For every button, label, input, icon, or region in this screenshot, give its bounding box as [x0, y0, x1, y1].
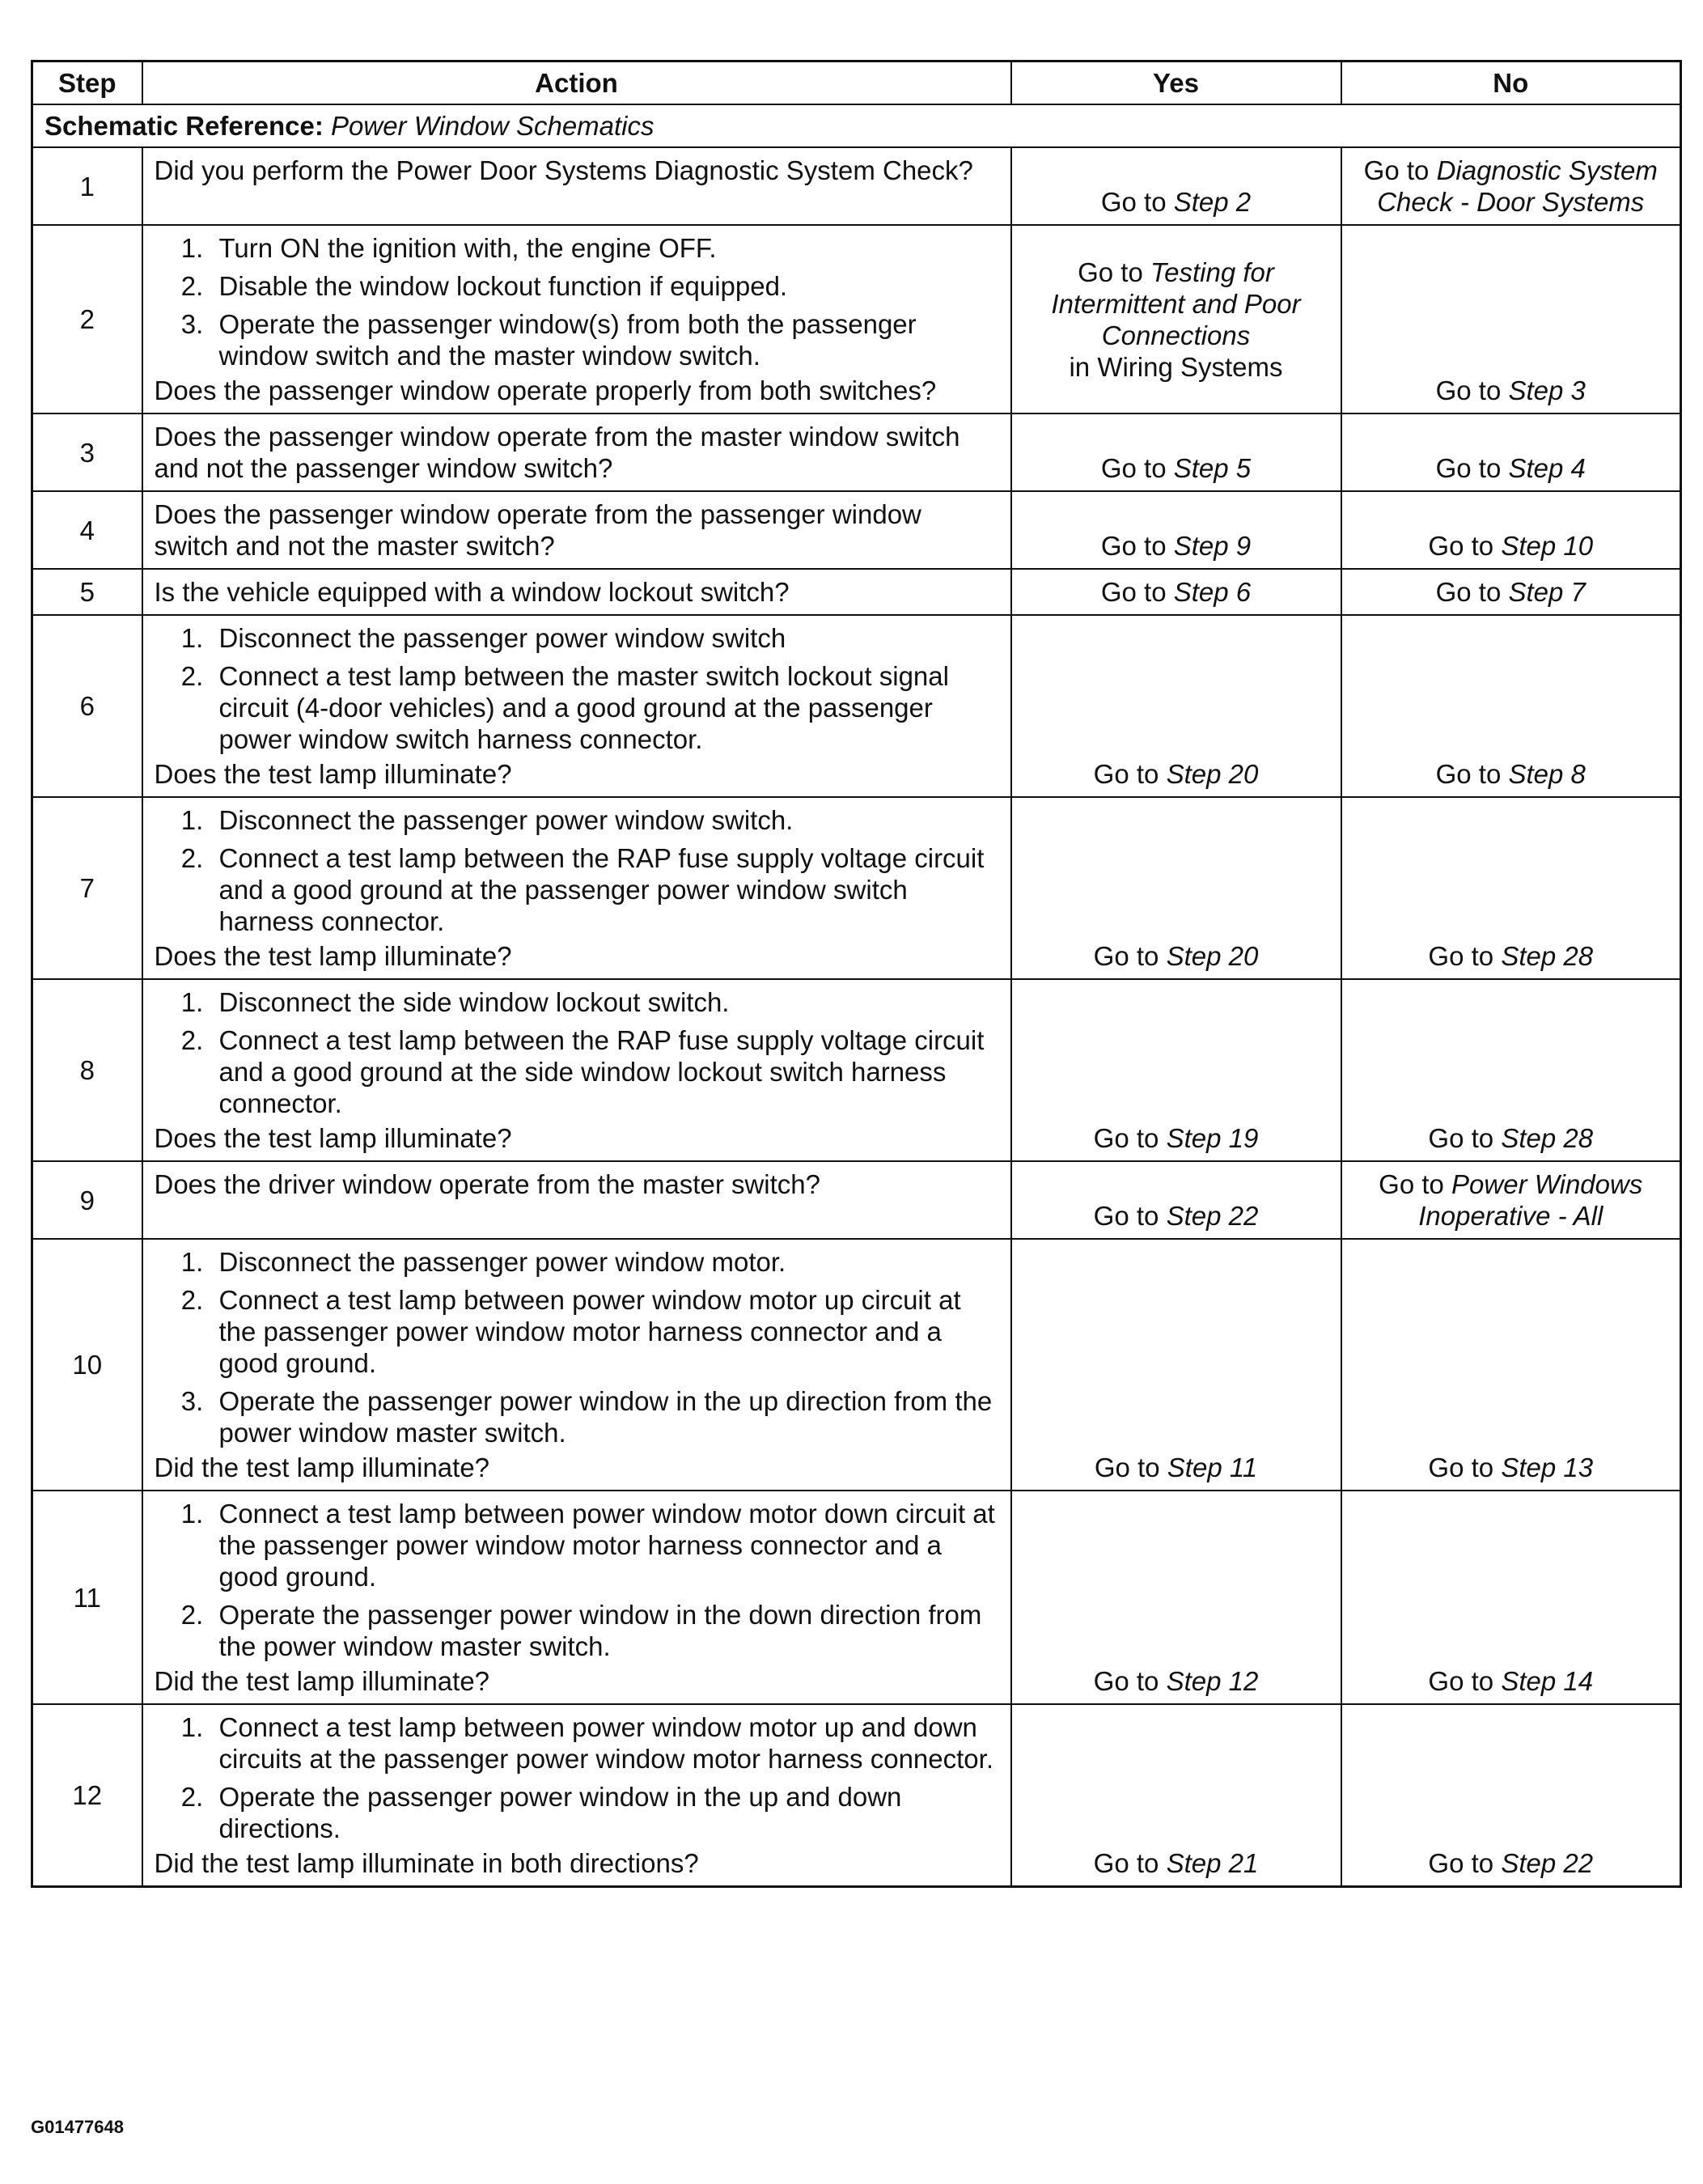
- yes-result-cell: [1011, 979, 1341, 1161]
- no-result-link[interactable]: Step 10: [1501, 531, 1594, 561]
- action-cell: [142, 615, 1011, 797]
- schematic-reference: [32, 104, 1681, 147]
- no-result-cell: [1341, 1239, 1681, 1491]
- step-number: 10: [32, 1239, 142, 1491]
- action-cell: [142, 1239, 1011, 1491]
- yes-result-cell: [1011, 1491, 1341, 1704]
- yes-result-prefix: Go to: [1093, 941, 1167, 971]
- action-step-item: 1. Disconnect the passenger power window switch: [211, 622, 999, 654]
- step-number: 3: [32, 413, 142, 491]
- step-number: 1: [32, 147, 142, 225]
- no-result-prefix: Go to: [1435, 453, 1509, 483]
- no-result-prefix: Go to: [1435, 577, 1509, 607]
- action-step-item: 1. Turn ON the ignition with, the engine OFF.: [211, 232, 999, 264]
- yes-result-cell: [1011, 615, 1341, 797]
- no-result-cell: [1341, 491, 1681, 569]
- table-row: [32, 147, 1681, 225]
- schematic-reference-link[interactable]: Power Window Schematics: [331, 111, 655, 141]
- no-result-cell: [1341, 1161, 1681, 1239]
- action-step-item: 2. Connect a test lamp between the RAP fuse supply voltage circuit and a good ground at the passenger power window switch harness connector.: [211, 842, 999, 937]
- diagnostic-table: [31, 60, 1682, 1888]
- action-cell: [142, 797, 1011, 979]
- action-cell: [142, 413, 1011, 491]
- step-number: 11: [32, 1491, 142, 1704]
- step-number: 6: [32, 615, 142, 797]
- action-question: Does the passenger window operate from the master window switch and not the passenger window switch?: [154, 422, 960, 483]
- yes-result-link[interactable]: Step 6: [1173, 577, 1252, 607]
- no-result-prefix: Go to: [1435, 375, 1509, 405]
- action-steps-list: [155, 1246, 999, 1448]
- yes-result-link[interactable]: Step 20: [1166, 759, 1259, 789]
- step-number: 2: [32, 225, 142, 413]
- action-step-item: 2. Operate the passenger power window in the up and down directions.: [211, 1781, 999, 1844]
- no-result-link[interactable]: Step 4: [1508, 453, 1586, 483]
- yes-result-cell: [1011, 147, 1341, 225]
- header-step: Step: [32, 61, 142, 105]
- no-result-link[interactable]: Step 7: [1508, 577, 1586, 607]
- action-step-item: 1. Disconnect the passenger power window motor.: [211, 1246, 999, 1278]
- action-step-item: 1. Connect a test lamp between power window motor down circuit at the passenger power window motor harness connector and a good ground.: [211, 1498, 999, 1592]
- action-step-item: 2. Connect a test lamp between the RAP fuse supply voltage circuit and a good ground at the side window lockout switch harness connector.: [211, 1024, 999, 1119]
- action-steps-list: [155, 1498, 999, 1662]
- no-result-cell: [1341, 1491, 1681, 1704]
- header-no: No: [1341, 61, 1681, 105]
- step-number: 9: [32, 1161, 142, 1239]
- no-result-prefix: Go to: [1435, 759, 1509, 789]
- yes-result-prefix: Go to: [1100, 187, 1174, 217]
- action-cell: [142, 1704, 1011, 1887]
- no-result-link[interactable]: Step 28: [1501, 1123, 1594, 1153]
- yes-result-link[interactable]: Step 19: [1166, 1123, 1259, 1153]
- action-step-item: 1. Disconnect the side window lockout switch.: [211, 986, 999, 1018]
- no-result-cell: [1341, 569, 1681, 615]
- schematic-reference-row: [32, 104, 1681, 147]
- action-question: Does the test lamp illuminate?: [154, 759, 512, 789]
- action-question: Does the test lamp illuminate?: [154, 1123, 512, 1153]
- action-steps-list: [155, 804, 999, 937]
- action-step-item: 3. Operate the passenger window(s) from both the passenger window switch and the master window switch.: [211, 308, 999, 371]
- no-result-prefix: Go to: [1363, 155, 1437, 185]
- yes-result-cell: [1011, 413, 1341, 491]
- action-step-item: 2. Connect a test lamp between power window motor up circuit at the passenger power window motor harness connector and a good ground.: [211, 1284, 999, 1379]
- table-row: [32, 979, 1681, 1161]
- yes-result-prefix: Go to: [1093, 1848, 1167, 1878]
- no-result-prefix: Go to: [1379, 1169, 1452, 1199]
- action-steps-list: [155, 986, 999, 1119]
- no-result-link[interactable]: Step 14: [1501, 1666, 1594, 1696]
- action-steps-list: [155, 1711, 999, 1844]
- yes-result-link[interactable]: Step 20: [1166, 941, 1259, 971]
- yes-result-link[interactable]: Step 12: [1166, 1666, 1259, 1696]
- yes-result-cell: [1011, 1704, 1341, 1887]
- yes-result-prefix: Go to: [1093, 1123, 1167, 1153]
- no-result-link[interactable]: Step 8: [1508, 759, 1586, 789]
- action-cell: [142, 1161, 1011, 1239]
- action-cell: [142, 225, 1011, 413]
- step-number: 7: [32, 797, 142, 979]
- yes-result-cell: [1011, 225, 1341, 413]
- no-result-cell: [1341, 615, 1681, 797]
- no-result-prefix: Go to: [1428, 1848, 1502, 1878]
- table-row: [32, 615, 1681, 797]
- no-result-cell: [1341, 413, 1681, 491]
- table-row: [32, 1239, 1681, 1491]
- no-result-link[interactable]: Diagnostic System Check - Door Systems: [1377, 155, 1658, 217]
- yes-result-prefix: Go to: [1100, 531, 1174, 561]
- action-cell: [142, 147, 1011, 225]
- figure-id: G01477648: [31, 2117, 124, 2137]
- yes-result-prefix: Go to: [1093, 1666, 1167, 1696]
- diagnostic-table-sheet: [31, 60, 1680, 1888]
- header-action: Action: [142, 61, 1011, 105]
- step-number: 4: [32, 491, 142, 569]
- action-cell: [142, 491, 1011, 569]
- no-result-cell: [1341, 225, 1681, 413]
- table-row: [32, 797, 1681, 979]
- no-result-cell: [1341, 797, 1681, 979]
- action-question: Does the test lamp illuminate?: [154, 941, 512, 971]
- no-result-link[interactable]: Step 28: [1501, 941, 1594, 971]
- no-result-prefix: Go to: [1428, 1452, 1502, 1482]
- action-step-item: 2. Disable the window lockout function if equipped.: [211, 270, 999, 302]
- action-step-item: 2. Operate the passenger power window in the down direction from the power window master switch.: [211, 1599, 999, 1662]
- action-steps-list: [155, 622, 999, 755]
- no-result-prefix: Go to: [1428, 531, 1502, 561]
- no-result-prefix: Go to: [1428, 941, 1502, 971]
- action-step-item: 3. Operate the passenger power window in the up direction from the power window master switch.: [211, 1385, 999, 1448]
- yes-result-prefix: Go to: [1094, 1452, 1167, 1482]
- yes-result-link[interactable]: Step 2: [1173, 187, 1252, 217]
- action-question: Is the vehicle equipped with a window lockout switch?: [154, 577, 790, 607]
- yes-result-prefix: Go to: [1093, 1201, 1167, 1231]
- yes-result-link[interactable]: Step 21: [1166, 1848, 1259, 1878]
- table-row: [32, 413, 1681, 491]
- no-result-link[interactable]: Step 22: [1501, 1848, 1594, 1878]
- action-question: Did the test lamp illuminate?: [154, 1452, 490, 1482]
- no-result-prefix: Go to: [1428, 1123, 1502, 1153]
- table-row: [32, 1161, 1681, 1239]
- yes-result-link[interactable]: Step 5: [1173, 453, 1252, 483]
- table-row: [32, 1704, 1681, 1887]
- yes-result-suffix: in Wiring Systems: [1069, 351, 1283, 382]
- action-question: Did you perform the Power Door Systems Diagnostic System Check?: [154, 155, 973, 185]
- action-cell: [142, 1491, 1011, 1704]
- table-row: [32, 569, 1681, 615]
- action-step-item: 1. Disconnect the passenger power window switch.: [211, 804, 999, 836]
- action-cell: [142, 569, 1011, 615]
- yes-result-cell: [1011, 1161, 1341, 1239]
- no-result-link[interactable]: Step 13: [1501, 1452, 1594, 1482]
- action-cell: [142, 979, 1011, 1161]
- step-number: 5: [32, 569, 142, 615]
- no-result-prefix: Go to: [1428, 1666, 1502, 1696]
- header-row: [32, 61, 1681, 105]
- yes-result-cell: [1011, 797, 1341, 979]
- yes-result-prefix: Go to: [1078, 257, 1150, 287]
- yes-result-link[interactable]: Step 22: [1166, 1201, 1259, 1231]
- schematic-reference-label: Schematic Reference:: [44, 111, 324, 141]
- action-question: Does the passenger window operate from the passenger window switch and not the master switch?: [154, 499, 921, 561]
- action-question: Does the driver window operate from the master switch?: [154, 1169, 821, 1199]
- action-step-item: 1. Connect a test lamp between power window motor up and down circuits at the passenger power window motor harness connector.: [211, 1711, 999, 1775]
- header-yes: Yes: [1011, 61, 1341, 105]
- action-step-item: 2. Connect a test lamp between the master switch lockout signal circuit (4-door vehicles) and a good ground at the passenger power window switch harness connector.: [211, 660, 999, 755]
- table-row: [32, 491, 1681, 569]
- yes-result-link[interactable]: Step 9: [1173, 531, 1252, 561]
- no-result-cell: [1341, 979, 1681, 1161]
- action-question: Did the test lamp illuminate?: [154, 1666, 490, 1696]
- yes-result-prefix: Go to: [1100, 453, 1174, 483]
- yes-result-cell: [1011, 491, 1341, 569]
- no-result-cell: [1341, 1704, 1681, 1887]
- yes-result-link[interactable]: Testing for Intermittent and Poor Connections: [1051, 257, 1301, 350]
- action-question: Does the passenger window operate properly from both switches?: [154, 375, 937, 405]
- action-steps-list: [155, 232, 999, 371]
- no-result-cell: [1341, 147, 1681, 225]
- table-row: [32, 1491, 1681, 1704]
- yes-result-prefix: Go to: [1100, 577, 1174, 607]
- no-result-link[interactable]: Step 3: [1508, 375, 1586, 405]
- no-result-link[interactable]: Power Windows Inoperative - All: [1418, 1169, 1643, 1231]
- yes-result-link[interactable]: Step 11: [1167, 1452, 1258, 1482]
- table-row: [32, 225, 1681, 413]
- yes-result-prefix: Go to: [1093, 759, 1167, 789]
- yes-result-cell: [1011, 1239, 1341, 1491]
- step-number: 8: [32, 979, 142, 1161]
- action-question: Did the test lamp illuminate in both directions?: [154, 1848, 699, 1878]
- step-number: 12: [32, 1704, 142, 1887]
- yes-result-cell: [1011, 569, 1341, 615]
